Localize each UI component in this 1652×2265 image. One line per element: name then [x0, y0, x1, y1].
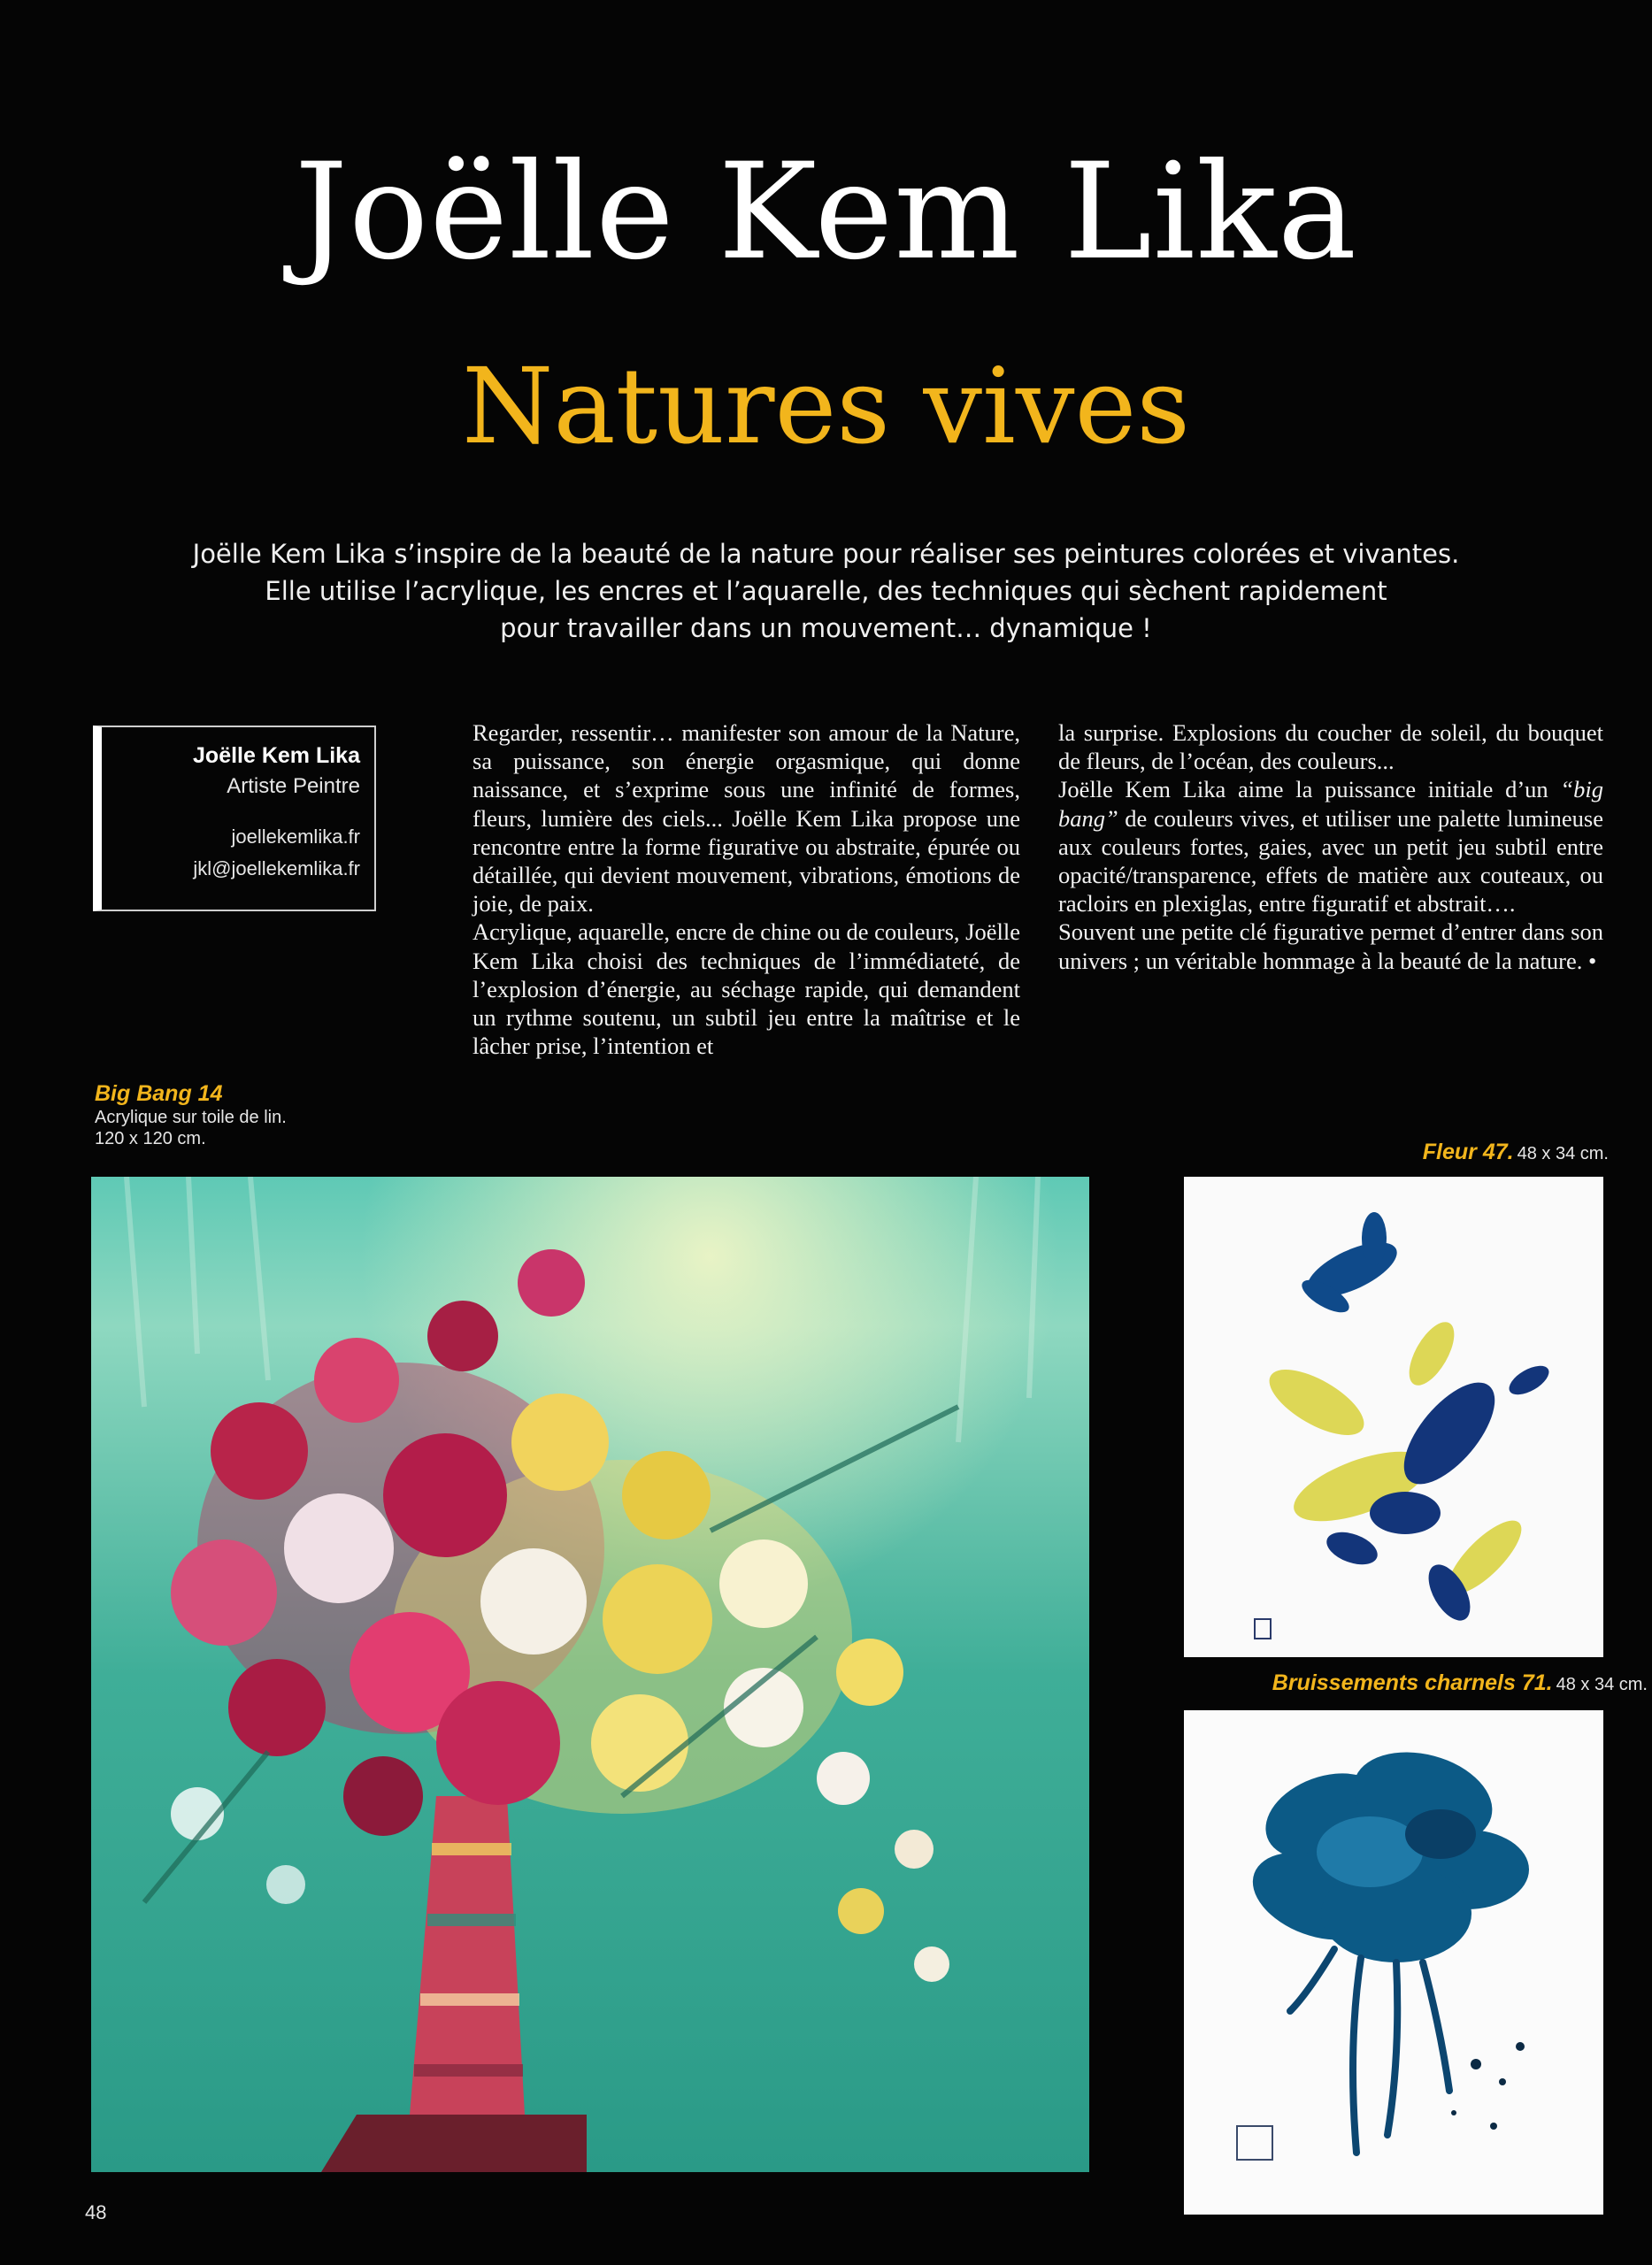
artist-role: Artiste Peintre — [227, 774, 360, 798]
artwork-size: 120 x 120 cm. — [95, 1129, 206, 1148]
caption-bruissements — [1272, 1670, 1648, 1696]
artist-name: Joëlle Kem Lika — [193, 743, 360, 768]
caption-fleur — [1423, 1140, 1609, 1165]
artwork-title: Big Bang 14 — [95, 1081, 223, 1106]
article-emphasis: “big bang” — [1058, 776, 1603, 832]
article-column-2 — [1058, 718, 1603, 975]
artwork-title: Fleur 47. — [1422, 1140, 1514, 1164]
artist-email-link[interactable]: jkl@joellekemlika.fr — [193, 857, 360, 879]
article-paragraph: Souvent une petite clé figurative permet d’entrer dans son univers ; un véritable hommage à la beauté de la nature. • — [1058, 918, 1603, 974]
page-number: 48 — [85, 2201, 107, 2223]
artist-info-box — [93, 726, 376, 911]
intro-line: Joëlle Kem Lika s’inspire de la beauté de la nature pour réaliser ses peintures colorées et vivantes. — [192, 539, 1460, 569]
article-paragraph: la surprise. Explosions du coucher de soleil, du bouquet de fleurs, de l’océan, des couleurs... — [1058, 719, 1603, 775]
article-paragraph: Regarder, ressentir… manifester son amour de la Nature, sa puissance, son énergie orgasmique, qui donne naissance, et s’exprime sous une infinité de formes, fleurs, lumière des ciels... Joëlle Kem Lika propose une rencontre entre la forme figurative ou abstraite, épurée ou détaillée, qui devient mouvement, vibrations, émotions de joie, de paix. — [473, 719, 1020, 918]
article-title: Joëlle Kem Lika — [294, 135, 1358, 289]
intro-paragraph — [0, 535, 1652, 647]
article-subtitle: Natures vives — [462, 345, 1190, 467]
article-text: de couleurs vives, et utiliser une palette lumineuse aux couleurs fortes, gaies, avec un petit jeu subtil entre opacité/transparence, effets de matière aux couteaux, ou racloirs en plexiglas, entre figuratif et abstrait…. — [1058, 804, 1603, 918]
painting-big-bang — [91, 1177, 1089, 2172]
artwork-title: Bruissements charnels 71. — [1272, 1670, 1553, 1695]
painting-fleur — [1184, 1177, 1603, 1657]
painting-bruissements — [1184, 1710, 1603, 2215]
artwork-size: 48 x 34 cm. — [1556, 1675, 1648, 1694]
article-paragraph: Acrylique, aquarelle, encre de chine ou de couleurs, Joëlle Kem Lika choisi des techniques de l’immédiateté, de l’explosion d’énergie, au séchage rapide, qui demandent un rythme soutenu, un subtil jeu entre la maîtrise et le lâcher prise, l’intention et — [473, 918, 1020, 1060]
article-column-1 — [473, 718, 1020, 1060]
caption-big-bang — [95, 1081, 287, 1149]
artist-website-link[interactable]: joellekemlika.fr — [231, 825, 360, 848]
article-text: Joëlle Kem Lika aime la puissance initiale d’un — [1058, 776, 1561, 803]
artwork-size: 48 x 34 cm. — [1517, 1144, 1609, 1163]
artwork-medium: Acrylique sur toile de lin. — [95, 1108, 287, 1127]
intro-line: pour travailler dans un mouvement… dynamique ! — [500, 613, 1152, 643]
article-paragraph — [1058, 775, 1603, 918]
intro-line: Elle utilise l’acrylique, les encres et l’aquarelle, des techniques qui sèchent rapidement — [265, 576, 1387, 606]
